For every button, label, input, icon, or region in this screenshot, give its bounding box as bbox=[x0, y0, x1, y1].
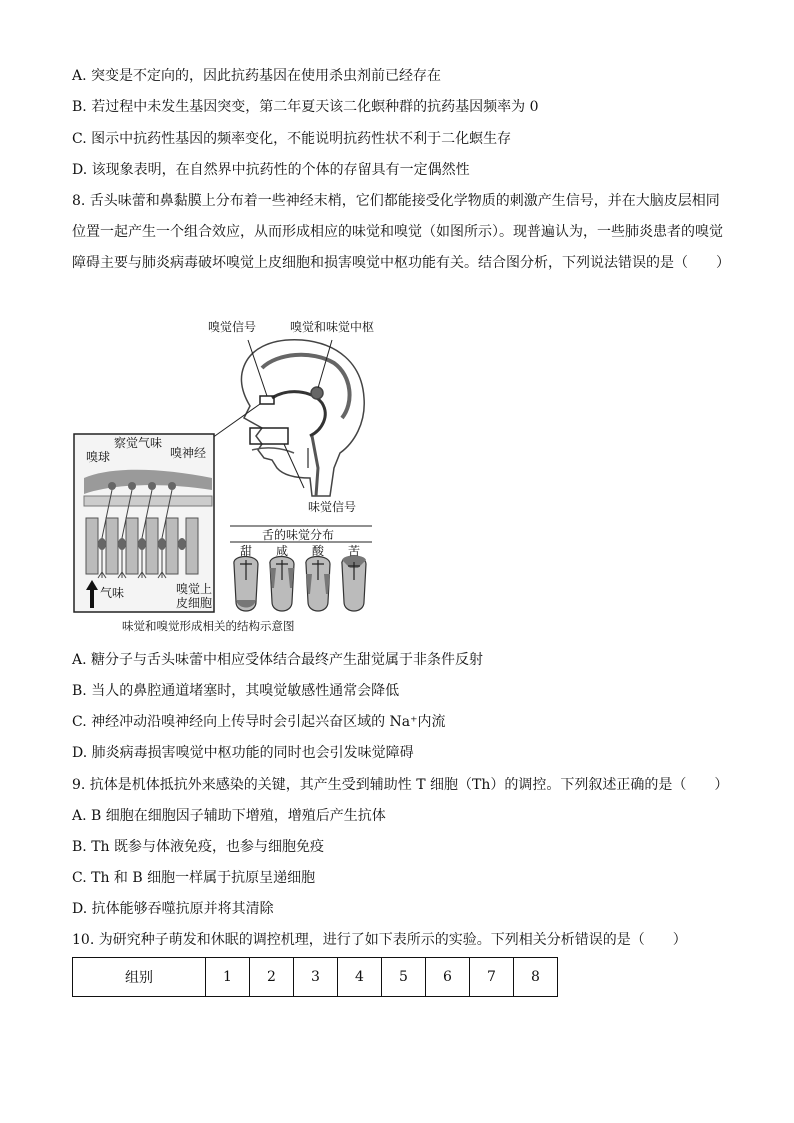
q9-option-a: A. B 细胞在细胞因子辅助下增殖，增殖后产生抗体 bbox=[72, 808, 386, 824]
q7-option-b: B. 若过程中未发生基因突变，第二年夏天该二化螟种群的抗药基因频率为 0 bbox=[72, 99, 539, 115]
q7-option-a: A. 突变是不定向的，因此抗药基因在使用杀虫剂前已经存在 bbox=[72, 68, 442, 84]
q8-option-b: B. 当人的鼻腔通道堵塞时，其嗅觉敏感性通常会降低 bbox=[72, 683, 400, 699]
table-cell: 3 bbox=[294, 958, 338, 997]
table-cell: 8 bbox=[514, 958, 558, 997]
q7-option-d: D. 该现象表明，在自然界中抗药性的个体的存留具有一定偶然性 bbox=[72, 162, 470, 178]
q9-option-d: D. 抗体能够吞噬抗原并将其清除 bbox=[72, 901, 274, 917]
table-cell: 4 bbox=[338, 958, 382, 997]
q10-table bbox=[72, 957, 558, 997]
center-label: 嗅觉和味觉中枢 bbox=[290, 320, 375, 334]
q8-option-a: A. 糖分子与舌头味蕾中相应受体结合最终产生甜觉属于非条件反射 bbox=[72, 652, 484, 668]
olfactory-nerve-label: 嗅神经 bbox=[170, 446, 207, 460]
table-header-cell: 组别 bbox=[73, 958, 206, 997]
q8-stem: 8. 舌头味蕾和鼻黏膜上分布着一些神经末梢，它们都能接受化学物质的刺激产生信号，并在大脑皮层相同位置一起产生一个组合效应，从而形成相应的味觉和嗅觉（如图所示）。现普遍认为，一些肺炎患者的嗅觉障碍主要与肺炎病毒破坏嗅觉上皮细胞和损害嗅觉中枢功能有关。结合图分析，下列说法错误的是（ ） bbox=[72, 193, 730, 271]
taste-smell-figure bbox=[72, 318, 382, 636]
table-cell: 6 bbox=[426, 958, 470, 997]
figure-caption: 味觉和嗅觉形成相关的结构示意图 bbox=[122, 619, 295, 633]
table-cell: 1 bbox=[206, 958, 250, 997]
head-diagram bbox=[241, 340, 364, 496]
q9-option-c: C. Th 和 B 细胞一样属于抗原呈递细胞 bbox=[72, 870, 316, 886]
table-cell: 2 bbox=[250, 958, 294, 997]
perceive-odor-label: 察觉气味 bbox=[114, 436, 163, 450]
table-cell: 5 bbox=[382, 958, 426, 997]
salty-label: 咸 bbox=[276, 544, 289, 558]
epithelium-label-2: 皮细胞 bbox=[176, 596, 213, 610]
olfactory-bulb-label: 嗅球 bbox=[86, 450, 111, 464]
taste-signal-label: 味觉信号 bbox=[308, 500, 357, 514]
q9-option-b: B. Th 既参与体液免疫，也参与细胞免疫 bbox=[72, 839, 324, 855]
sweet-label: 甜 bbox=[240, 544, 253, 558]
smell-signal-label: 嗅觉信号 bbox=[208, 320, 257, 334]
table-cell: 7 bbox=[470, 958, 514, 997]
table-row bbox=[73, 958, 558, 997]
sour-label: 酸 bbox=[312, 544, 325, 558]
q9-stem: 9. 抗体是机体抵抗外来感染的关键，其产生受到辅助性 T 细胞（Th）的调控。下列叙述正确的是（ ） bbox=[72, 777, 729, 793]
odor-label: 气味 bbox=[100, 586, 125, 600]
q8-option-d: D. 肺炎病毒损害嗅觉中枢功能的同时也会引发味觉障碍 bbox=[72, 745, 414, 761]
q10-stem: 10. 为研究种子萌发和休眠的调控机理，进行了如下表所示的实验。下列相关分析错误的是（ ） bbox=[72, 932, 687, 948]
epithelium-label-1: 嗅觉上 bbox=[176, 582, 213, 596]
bitter-label: 苦 bbox=[348, 544, 361, 558]
tongue-distribution-label: 舌的味觉分布 bbox=[262, 528, 335, 542]
q8-option-c: C. 神经冲动沿嗅神经向上传导时会引起兴奋区域的 Na⁺内流 bbox=[72, 714, 446, 730]
q7-option-c: C. 图示中抗药性基因的频率变化，不能说明抗药性状不利于二化螟生存 bbox=[72, 131, 512, 147]
